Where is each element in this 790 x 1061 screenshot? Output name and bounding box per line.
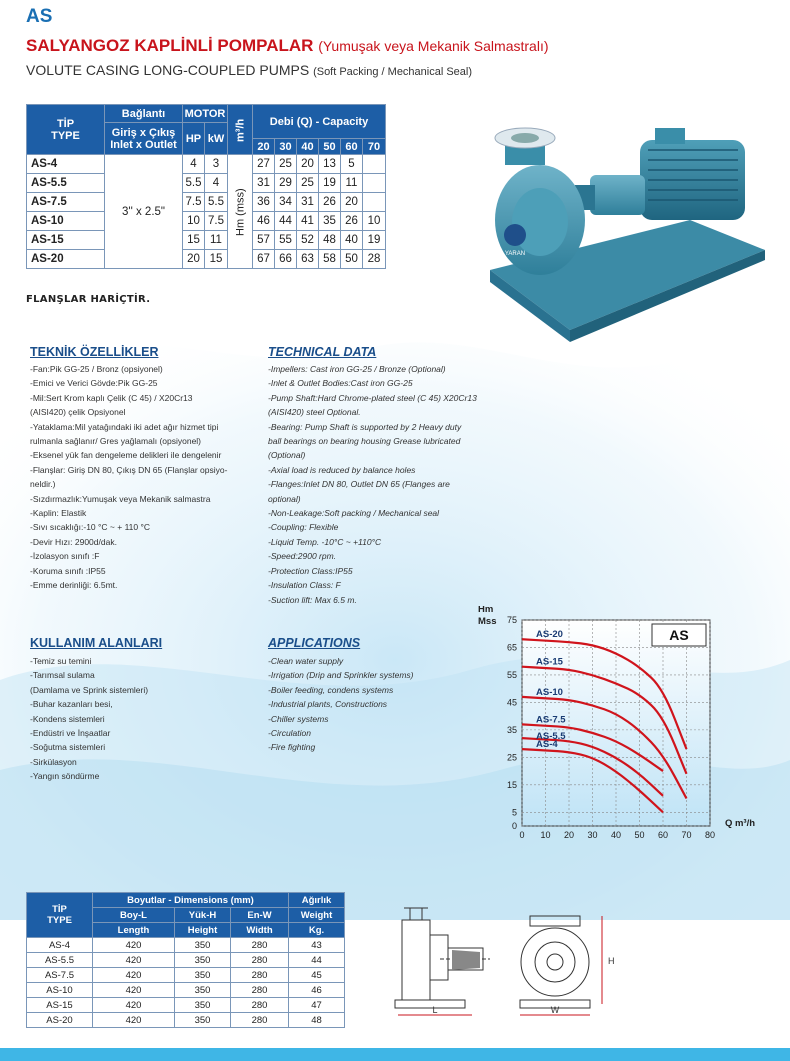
header-flow: 30 (275, 139, 297, 155)
cell-hp: 5.5 (183, 174, 205, 193)
dimensions-table (26, 892, 345, 1028)
performance-table (26, 104, 386, 269)
cell-weight: 47 (289, 998, 345, 1013)
cell-weight: 48 (289, 1013, 345, 1028)
cell-weight: 43 (289, 938, 345, 953)
list-item: -Industrial plants, Constructions (268, 699, 388, 710)
list-item: -Koruma sınıfı :IP55 (30, 565, 106, 576)
cell-width: 280 (231, 998, 289, 1013)
list-item: -Chiller systems (268, 713, 329, 724)
cell-hp: 20 (183, 250, 205, 269)
dimension-drawing (380, 900, 630, 1030)
dims-header-type (27, 893, 93, 938)
list-item: -Boiler feeding, condens systems (268, 684, 394, 695)
list-item: -Eksenel yük fan dengeleme delikleri ile dengelenir (30, 450, 222, 461)
header-capacity: Debi (Q) - Capacity (253, 105, 386, 139)
cell-value: 34 (275, 193, 297, 212)
technical-en-heading: TECHNICAL DATA (268, 345, 377, 359)
cell-value: 35 (319, 212, 341, 231)
list-item: -Flanges:Inlet DN 80, Outlet DN 65 (Flanges are optional) (268, 479, 450, 504)
cell-value: 48 (319, 231, 341, 250)
list-item: -Bearing: Pump Shaft is supported by 2 Heavy duty ball bearings on bearing housing Grease lubricated (Optional) (268, 421, 462, 461)
dimension-label-w: W (550, 1005, 560, 1015)
list-item: -Emme derinliği: 6.5mt. (30, 580, 118, 591)
header-flow: 60 (341, 139, 363, 155)
cell-type: AS-20 (27, 1013, 93, 1028)
cell-type: AS-15 (27, 998, 93, 1013)
title-turkish-sub: (Yumuşak veya Mekanik Salmastralı) (318, 38, 549, 54)
cell-value: 52 (297, 231, 319, 250)
list-item: -Fire fighting (268, 742, 316, 753)
list-item: -Mil:Sert Krom kaplı Çelik (C 45) / X20Cr13 (AISI420) çelik Opsiyonel (30, 392, 193, 418)
cell-value: 10 (363, 212, 386, 231)
x-tick-label: 70 (681, 830, 692, 840)
list-item: -Kaplin: Elastik (30, 508, 87, 519)
dims-header-length: Length (93, 923, 175, 938)
list-item: -Endüstri ve İnşaatlar (30, 728, 111, 739)
cell-value: 67 (253, 250, 275, 269)
y-tick-label: 0 (511, 821, 517, 831)
cell-hp: 10 (183, 212, 205, 231)
list-item: -İzolasyon sınıfı :F (30, 551, 100, 562)
chart-title: AS (669, 627, 689, 643)
list-item: -Axial load is reduced by balance holes (268, 464, 416, 475)
cell-type: AS-4 (27, 938, 93, 953)
y-tick-label: 15 (506, 779, 517, 790)
series-label: AS-15 (536, 656, 563, 668)
cell-value: 20 (341, 193, 363, 212)
cell-length: 420 (93, 1013, 175, 1028)
table-row (27, 174, 386, 193)
list-item: -Buhar kazanları besi, (30, 699, 113, 710)
cell-type: AS-7.5 (27, 193, 105, 212)
table-row (27, 968, 345, 983)
header-connection: Bağlantı (105, 105, 183, 123)
cell-type: AS-10 (27, 212, 105, 231)
cell-value: 50 (341, 250, 363, 269)
flanges-note: FLANŞLAR HARİÇTİR. (26, 294, 151, 305)
series-label: AS-5.5 (536, 731, 566, 743)
dims-header-boy: Boy-L (93, 908, 175, 923)
dimension-label-l: L (432, 1005, 438, 1015)
cell-length: 420 (93, 953, 175, 968)
cell-value: 11 (341, 174, 363, 193)
applications-tr-heading: KULLANIM ALANLARI (30, 636, 163, 650)
list-item: -Suction lift: Max 6.5 m. (268, 594, 357, 605)
list-item: -Coupling: Flexible (268, 522, 339, 533)
y-tick-label: 55 (506, 669, 517, 680)
list-item: -Soğutma sistemleri (30, 742, 106, 753)
cell-length: 420 (93, 968, 175, 983)
list-item: -Temiz su temini (30, 656, 92, 666)
table-row (27, 212, 386, 231)
table-row (27, 193, 386, 212)
x-tick-label: 0 (519, 830, 525, 840)
dims-header-tip: TİP (52, 904, 67, 915)
y-tick-label: 65 (506, 642, 517, 653)
list-item: -Tarımsal sulama (30, 670, 95, 681)
list-item: -Circulation (268, 728, 311, 739)
technical-en-list (268, 362, 498, 607)
title-english-sub: (Soft Packing / Mechanical Seal) (313, 66, 473, 78)
cell-value: 19 (363, 231, 386, 250)
technical-tr-heading: TEKNİK ÖZELLİKLER (30, 345, 159, 359)
y-tick-label: 35 (506, 724, 517, 735)
cell-kw: 11 (205, 231, 228, 250)
cell-value: 46 (253, 212, 275, 231)
list-item: -Fan:Pik GG-25 / Bronz (opsiyonel) (30, 364, 163, 374)
dims-header-width: Width (231, 923, 289, 938)
cell-weight: 46 (289, 983, 345, 998)
dims-header-yuk: Yük-H (175, 908, 231, 923)
table-row (27, 155, 386, 174)
cell-width: 280 (231, 983, 289, 998)
model-code: AS (26, 6, 53, 27)
dims-header-kg: Kg. (289, 923, 345, 938)
cell-value: 55 (275, 231, 297, 250)
cell-type: AS-5.5 (27, 953, 93, 968)
header-flow: 70 (363, 139, 386, 155)
list-item: -Speed:2900 rpm. (268, 551, 337, 562)
table-row (27, 938, 345, 953)
list-item: -Non-Leakage:Soft packing / Mechanical seal (268, 508, 440, 519)
cell-value: 41 (297, 212, 319, 231)
dims-header-weight-en: Weight (289, 908, 345, 923)
cell-value: 40 (341, 231, 363, 250)
cell-kw: 5.5 (205, 193, 228, 212)
cell-value (363, 193, 386, 212)
cell-value: 28 (363, 250, 386, 269)
dimension-label-h: H (608, 956, 615, 966)
list-item: -Clean water supply (268, 656, 344, 666)
dims-header-height: Height (175, 923, 231, 938)
y-axis-label: Mss (478, 616, 497, 627)
header-type (27, 105, 105, 155)
cell-value: 29 (275, 174, 297, 193)
cell-value: 19 (319, 174, 341, 193)
title-english (26, 62, 472, 78)
x-tick-label: 80 (704, 830, 716, 840)
list-item: -Devir Hızı: 2900d/dak. (30, 536, 117, 547)
cell-value: 13 (319, 155, 341, 174)
cell-width: 280 (231, 938, 289, 953)
cell-type: AS-5.5 (27, 174, 105, 193)
list-item: -Impellers: Cast iron GG-25 / Bronze (Optional) (268, 364, 446, 374)
x-tick-label: 10 (540, 830, 551, 840)
dims-header-dimensions: Boyutlar - Dimensions (mm) (93, 893, 289, 908)
cell-width: 280 (231, 953, 289, 968)
pump-image (480, 110, 770, 350)
header-unit: m³/h (228, 105, 253, 155)
applications-en-list (268, 654, 488, 755)
header-flow: 50 (319, 139, 341, 155)
x-tick-label: 20 (563, 830, 575, 840)
header-inlet-outlet-en: Inlet x Outlet (110, 138, 177, 151)
list-item: -Yangın söndürme (30, 771, 100, 782)
footer-bar (0, 1048, 790, 1061)
cell-height: 350 (175, 953, 231, 968)
header-flow: 40 (297, 139, 319, 155)
cell-length: 420 (93, 938, 175, 953)
list-item: -Sızdırmazlık:Yumuşak veya Mekanik salmastra (30, 493, 211, 504)
cell-value: 44 (275, 212, 297, 231)
cell-type: AS-15 (27, 231, 105, 250)
cell-value: 5 (341, 155, 363, 174)
y-tick-label: 75 (506, 615, 517, 625)
x-tick-label: 50 (634, 830, 645, 840)
x-tick-label: 40 (610, 830, 622, 840)
title-english-main: VOLUTE CASING LONG-COUPLED PUMPS (26, 62, 310, 78)
list-item: -Kondens sistemleri (30, 713, 105, 724)
y-axis-label: Hm (478, 606, 494, 615)
list-item: -Irrigation (Drip and Sprinkler systems) (268, 670, 414, 681)
cell-value (363, 155, 386, 174)
cell-value: 63 (297, 250, 319, 269)
cell-value: 27 (253, 155, 275, 174)
cell-kw: 7.5 (205, 212, 228, 231)
table-row (27, 250, 386, 269)
cell-type: AS-7.5 (27, 968, 93, 983)
cell-height: 350 (175, 968, 231, 983)
table-row (27, 1013, 345, 1028)
cell-type: AS-4 (27, 155, 105, 174)
header-kw: kW (205, 123, 228, 155)
cell-value: 25 (275, 155, 297, 174)
cell-width: 280 (231, 968, 289, 983)
series-label: AS-7.5 (536, 714, 566, 726)
cell-value: 58 (319, 250, 341, 269)
cell-width: 280 (231, 1013, 289, 1028)
cell-kw: 4 (205, 174, 228, 193)
title-turkish-main: SALYANGOZ KAPLİNLİ POMPALAR (26, 36, 314, 55)
series-label: AS-4 (536, 739, 558, 751)
cell-height: 350 (175, 1013, 231, 1028)
cell-type: AS-20 (27, 250, 105, 269)
series-label: AS-20 (536, 629, 563, 641)
title-turkish (26, 36, 549, 56)
applications-tr-list (30, 654, 250, 784)
header-hp: HP (183, 123, 205, 155)
cell-value: 36 (253, 193, 275, 212)
applications-en-heading: APPLICATIONS (268, 636, 361, 650)
technical-tr-list (30, 362, 255, 593)
x-tick-label: 30 (587, 830, 598, 840)
cell-length: 420 (93, 998, 175, 1013)
cell-type: AS-10 (27, 983, 93, 998)
list-item: -Insulation Class: F (268, 580, 341, 591)
table-row (27, 231, 386, 250)
list-item: -Inlet & Outlet Bodies:Cast iron GG-25 (268, 378, 413, 389)
table-row (27, 998, 345, 1013)
list-item: -Pump Shaft:Hard Chrome-plated steel (C 45) X20Cr13 (AISI420) steel Optional. (268, 392, 477, 418)
cell-hp: 15 (183, 231, 205, 250)
cell-value (363, 174, 386, 193)
cell-value: 57 (253, 231, 275, 250)
list-item: -Protection Class:IP55 (268, 565, 353, 576)
list-item: -Liquid Temp. -10°C ~ +110°C (268, 536, 382, 547)
cell-value: 20 (297, 155, 319, 174)
cell-value: 26 (319, 193, 341, 212)
header-type-en: TYPE (51, 129, 80, 142)
cell-hp: 4 (183, 155, 205, 174)
cell-value: 66 (275, 250, 297, 269)
y-tick-label: 25 (506, 752, 517, 763)
x-tick-label: 60 (657, 830, 669, 840)
cell-weight: 45 (289, 968, 345, 983)
x-axis-label: Q m³/h (724, 818, 756, 829)
list-item: -Emici ve Verici Gövde:Pik GG-25 (30, 378, 158, 389)
dims-header-type-en: TYPE (47, 915, 72, 926)
list-item: -Sirkülasyon (30, 756, 77, 767)
cell-height: 350 (175, 998, 231, 1013)
cell-height: 350 (175, 938, 231, 953)
y-tick-label: 5 (511, 807, 517, 818)
list-item: -Flanşlar: Giriş DN 80, Çıkış DN 65 (Flanşlar opsiyo- neldir.) (30, 464, 228, 490)
header-motor: MOTOR (183, 105, 228, 123)
dims-header-weight: Ağırlık (289, 893, 345, 908)
header-tip: TİP (56, 117, 75, 130)
y-tick-label: 45 (506, 697, 517, 708)
cell-weight: 44 (289, 953, 345, 968)
cell-kw: 3 (205, 155, 228, 174)
header-flow: 20 (253, 139, 275, 155)
header-giris-cikis: Giriş x Çıkış (111, 126, 176, 139)
header-inlet-outlet (105, 123, 183, 155)
cell-value: 26 (341, 212, 363, 231)
cell-value: 25 (297, 174, 319, 193)
list-item: -Yataklama:Mil yatağındaki iki adet ağır hizmet tipi rulmanla sağlanır/ Gres yağlamalı (opsiyonel) (30, 421, 219, 447)
table-row (27, 953, 345, 968)
cell-value: 31 (253, 174, 275, 193)
table-row (27, 983, 345, 998)
list-item: -Sıvı sıcaklığı:-10 °C ~ + 110 °C (30, 522, 151, 533)
pump-logo-text: YARAN (504, 251, 526, 257)
cell-value: 31 (297, 193, 319, 212)
series-label: AS-10 (536, 686, 563, 698)
cell-head-label: Hm (mss) (228, 155, 253, 269)
cell-hp: 7.5 (183, 193, 205, 212)
list-item: (Damlama ve Sprink sistemleri) (30, 684, 149, 695)
dims-header-en: En-W (231, 908, 289, 923)
cell-length: 420 (93, 983, 175, 998)
cell-height: 350 (175, 983, 231, 998)
performance-curve-chart (470, 606, 780, 856)
cell-connection: 3'' x 2.5" (105, 155, 183, 269)
cell-kw: 15 (205, 250, 228, 269)
